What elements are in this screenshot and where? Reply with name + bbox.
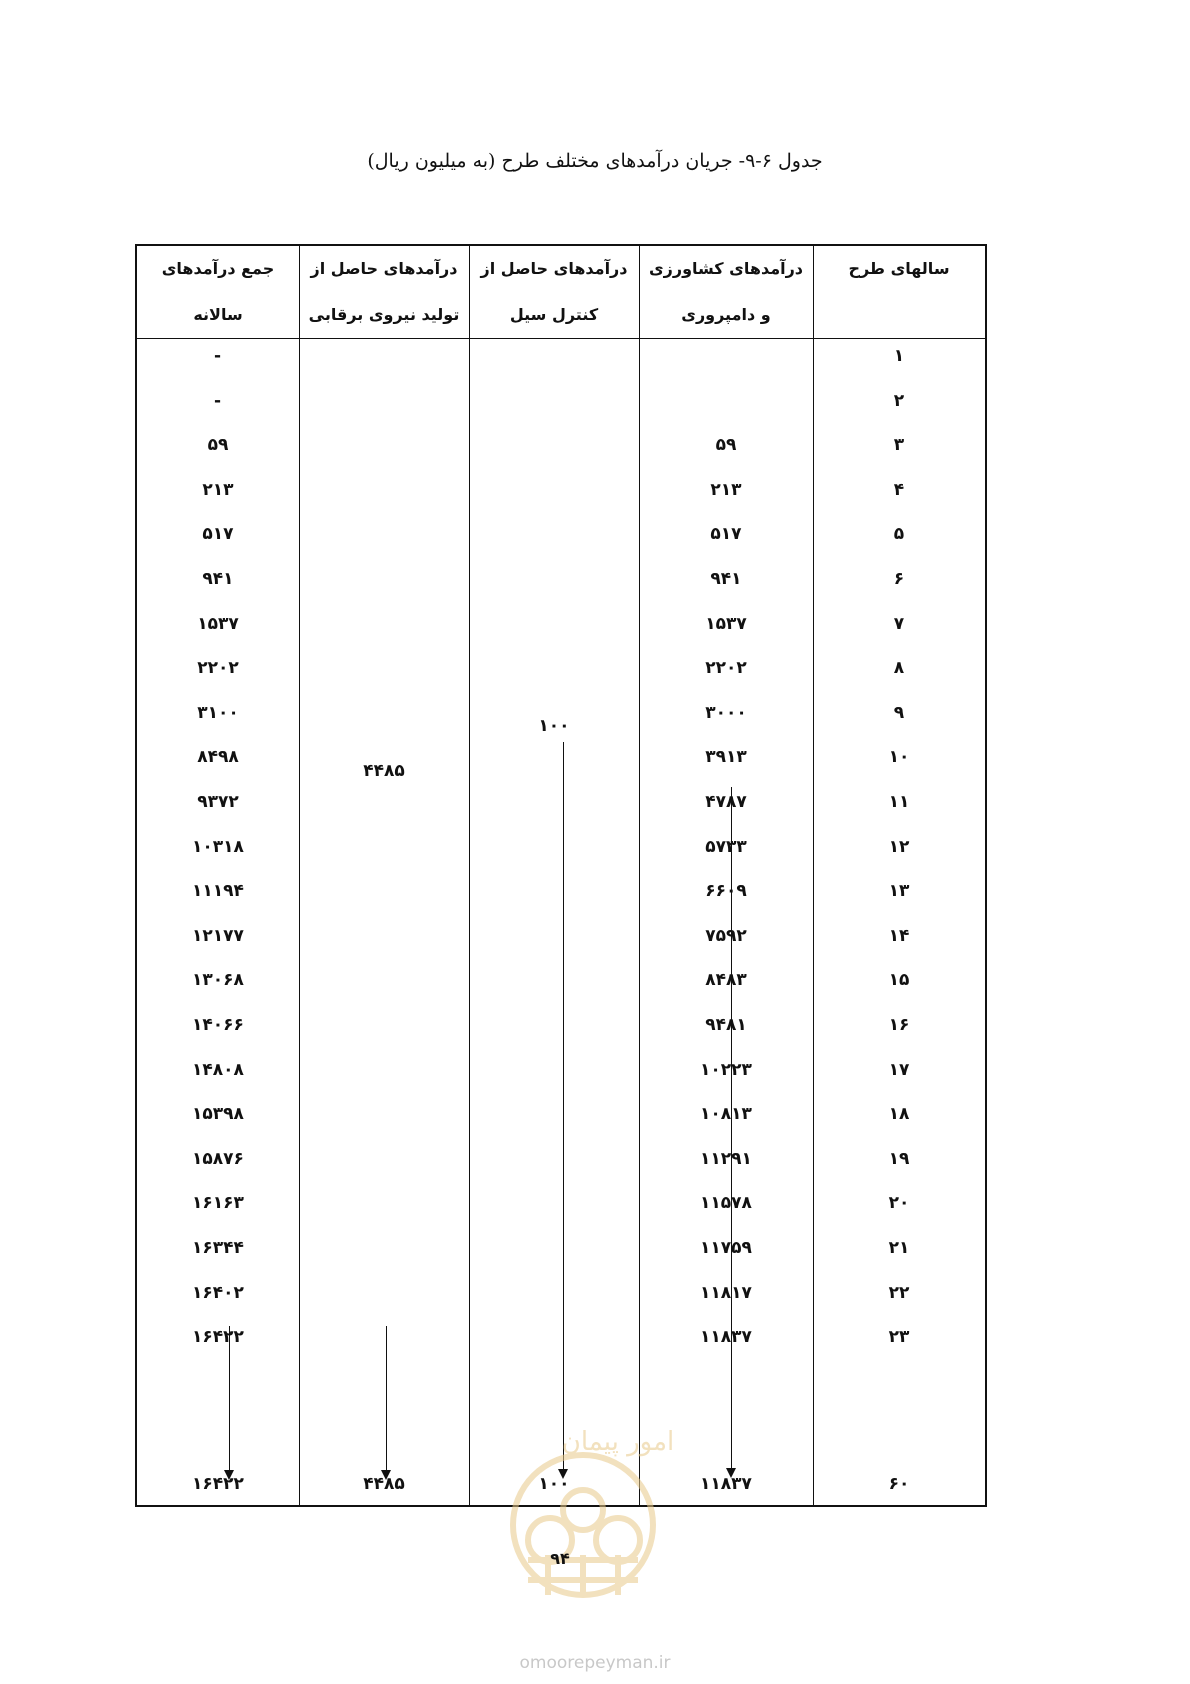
table-cell-agri: ۵۱۷	[710, 524, 742, 544]
table-cell-total: ۱۴۰۶۶	[192, 1015, 244, 1035]
table-cell-total: ۸۴۹۸	[197, 747, 239, 767]
watermark-logo-text: امور پیمان	[561, 1427, 675, 1457]
header-total-line2: سالانه	[193, 305, 243, 324]
table-cell-year: ۱۲	[888, 837, 910, 857]
table-cell-year: ۲۰	[888, 1193, 910, 1213]
table-cell-year: ۱۵	[888, 970, 910, 990]
table-cell-year: ۱۶	[888, 1015, 910, 1035]
table-cell-total: -	[213, 391, 223, 411]
table-cell-year: ۱۷	[888, 1060, 910, 1080]
header-years-label: سالهای طرح	[848, 259, 950, 278]
table-cell-total: ۱۵۳۷	[197, 614, 239, 634]
table-cell-year: ۸	[893, 658, 905, 678]
column-divider	[299, 246, 300, 1505]
table-cell-total: ۱۶۳۴۴	[192, 1238, 244, 1258]
header-flood-line2: کنترل سیل	[509, 305, 599, 324]
header-agri-line1: درآمدهای کشاورزی	[648, 259, 803, 278]
table-cell-agri: ۲۲۰۲	[705, 658, 747, 678]
header-agri	[639, 246, 813, 338]
table-cell-agri: ۴۷۸۷	[705, 792, 747, 812]
header-power-line2: تولید نیروی برقابی	[308, 305, 460, 324]
table-cell-total: ۵۱۷	[202, 524, 234, 544]
table-cell-agri: ۱۰۲۲۳	[700, 1060, 752, 1080]
table-cell-year: ۶	[893, 569, 905, 589]
table-cell-year: ۱۴	[888, 926, 910, 946]
table-cell-year: ۱۸	[888, 1104, 910, 1124]
table-title: جدول ۶-۹- جریان درآمدهای مختلف طرح (به میلیون ریال)	[367, 150, 823, 172]
table-cell-year: ۱۱	[888, 792, 910, 812]
table-cell-agri: ۱۱۷۵۹	[700, 1238, 752, 1258]
table-cell-total: ۲۱۳	[202, 480, 234, 500]
table-cell-agri: ۱۱۲۹۱	[700, 1149, 752, 1169]
header-total	[137, 246, 299, 338]
header-total-line1: جمع درآمدهای	[161, 259, 275, 278]
final-year: ۶۰	[888, 1474, 910, 1494]
table-cell-agri: ۵۹	[715, 435, 737, 455]
power-continuation-arrow	[731, 787, 732, 1476]
table-cell-total: -	[213, 346, 223, 366]
table-cell-total: ۱۱۱۹۴	[192, 881, 244, 901]
table-cell-agri: ۱۱۵۷۸	[700, 1193, 752, 1213]
table-cell-total: ۱۲۱۷۷	[192, 926, 244, 946]
final-agri: ۱۱۸۳۷	[700, 1474, 752, 1494]
table-cell-agri: ۲۱۳	[710, 480, 742, 500]
table-cell-year: ۳	[893, 435, 905, 455]
header-agri-line2: و دامپروری	[681, 305, 771, 324]
table-cell-year: ۴	[893, 480, 905, 500]
table-cell-total: ۲۲۰۲	[197, 658, 239, 678]
header-power	[299, 246, 469, 338]
final-power: ۴۴۸۵	[363, 1474, 405, 1494]
table-cell-total: ۱۶۱۶۳	[192, 1193, 244, 1213]
table-cell-year: ۱۳	[888, 881, 910, 901]
table-cell-agri: ۱۰۸۱۳	[700, 1104, 752, 1124]
revenue-table	[135, 244, 987, 1507]
page-number: ۹۴	[550, 1549, 570, 1568]
power-start-value: ۴۴۸۵	[363, 761, 405, 781]
table-cell-year: ۲۲	[888, 1283, 910, 1303]
table-cell-total: ۵۹	[207, 435, 229, 455]
table-cell-year: ۱۹	[888, 1149, 910, 1169]
table-cell-agri: ۸۴۸۳	[705, 970, 747, 990]
table-cell-agri: ۳۰۰۰	[705, 703, 747, 723]
table-cell-year: ۷	[893, 614, 905, 634]
table-cell-total: ۱۴۸۰۸	[192, 1060, 244, 1080]
header-years	[813, 246, 985, 338]
table-cell-year: ۹	[893, 703, 905, 723]
table-cell-agri: ۹۴۱	[710, 569, 742, 589]
table-cell-total: ۱۰۳۱۸	[192, 837, 244, 857]
table-cell-year: ۱	[893, 346, 905, 366]
table-cell-agri: ۱۱۸۳۷	[700, 1327, 752, 1347]
table-cell-total: ۱۳۰۶۸	[192, 970, 244, 990]
table-cell-agri: ۳۹۱۳	[705, 747, 747, 767]
table-cell-agri: ۶۶۰۹	[705, 881, 747, 901]
table-cell-agri: ۱۵۳۷	[705, 614, 747, 634]
table-cell-total: ۱۵۸۷۶	[192, 1149, 244, 1169]
table-cell-agri: ۷۵۹۲	[705, 926, 747, 946]
table-cell-year: ۲۳	[888, 1327, 910, 1347]
table-cell-total: ۹۳۷۲	[197, 792, 239, 812]
header-power-line1: درآمدهای حاصل از	[310, 259, 458, 278]
flood-continuation-arrow	[563, 742, 564, 1477]
header-flood-line1: درآمدهای حاصل از	[480, 259, 628, 278]
flood-start-value: ۱۰۰	[538, 716, 570, 736]
table-cell-agri: ۱۱۸۱۷	[700, 1283, 752, 1303]
column-divider	[469, 246, 470, 1505]
table-cell-year: ۲	[893, 391, 905, 411]
agri-continuation-arrow	[386, 1326, 387, 1478]
table-cell-total: ۳۱۰۰	[197, 703, 239, 723]
table-cell-agri: ۹۴۸۱	[705, 1015, 747, 1035]
table-cell-agri: ۵۷۳۳	[705, 837, 747, 857]
table-cell-total: ۱۵۳۹۸	[192, 1104, 244, 1124]
header-divider	[137, 338, 985, 339]
table-cell-year: ۵	[893, 524, 905, 544]
table-cell-year: ۱۰	[888, 747, 910, 767]
table-cell-total: ۱۶۴۲۲	[192, 1327, 244, 1347]
table-cell-total: ۹۴۱	[202, 569, 234, 589]
final-total: ۱۶۴۲۲	[192, 1474, 244, 1494]
table-cell-year: ۲۱	[888, 1238, 910, 1258]
years-continuation-arrow	[229, 1326, 230, 1478]
table-cell-total: ۱۶۴۰۲	[192, 1283, 244, 1303]
header-flood	[469, 246, 639, 338]
watermark-logo	[478, 1410, 688, 1610]
watermark-url: omoorepeyman.ir	[519, 1653, 671, 1673]
final-flood: ۱۰۰	[538, 1474, 570, 1494]
